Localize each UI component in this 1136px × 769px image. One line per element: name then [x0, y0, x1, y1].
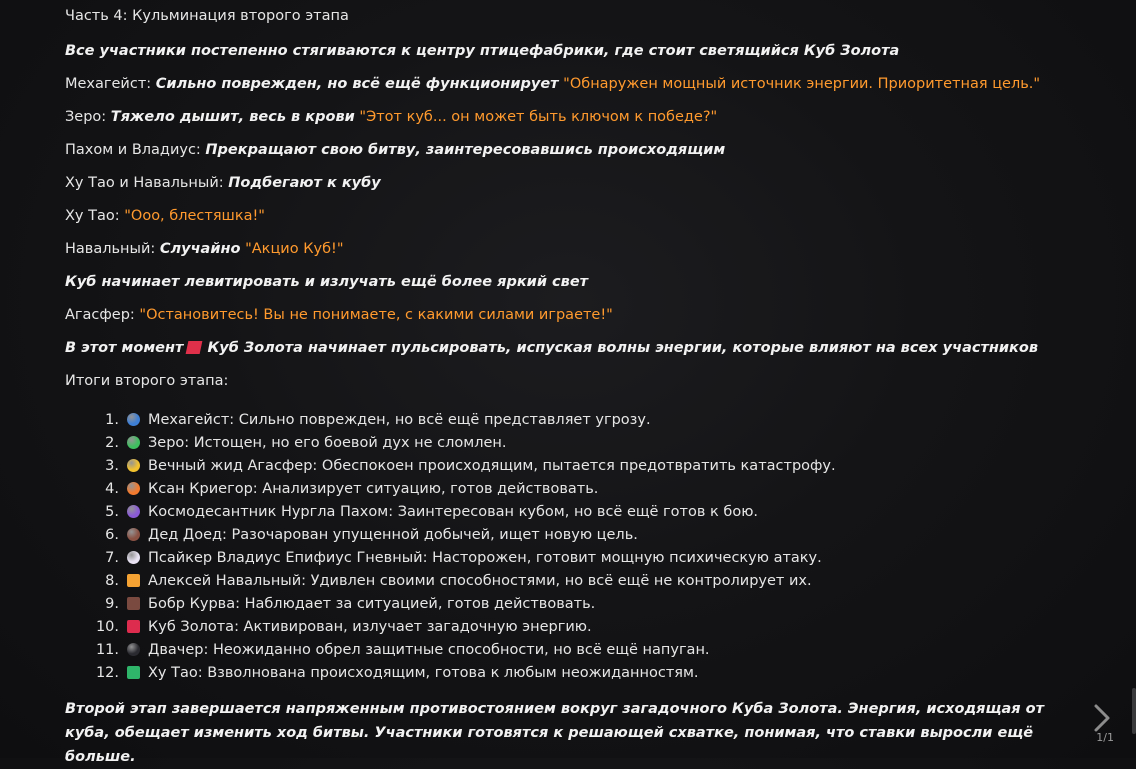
section-heading: Часть 4: Кульминация второго этапа — [65, 8, 349, 24]
speaker-name: Навальный: — [65, 241, 160, 257]
spoken-quote: "Акцио Куб!" — [240, 241, 344, 257]
item-number: 8. — [105, 572, 119, 589]
blue-circle-icon — [127, 413, 140, 426]
brown-circle-icon — [127, 528, 140, 541]
result-item — [87, 454, 836, 477]
item-number: 1. — [105, 411, 119, 428]
speaker-name: Ху Тао: — [65, 208, 125, 224]
result-item — [87, 546, 836, 569]
page-counter: 1/1 — [1096, 731, 1114, 744]
item-text: Двачер: Неожиданно обрел защитные способности, но всё ещё напуган. — [148, 641, 710, 658]
dialogue-line — [65, 274, 588, 290]
dialogue-line — [65, 307, 613, 323]
white-circle-icon — [127, 551, 140, 564]
stage-direction: Куб начинает левитировать и излучать ещё более яркий свет — [65, 274, 589, 290]
item-text: Псайкер Владиус Епифиус Гневный: Насторожен, готовит мощную психическую атаку. — [148, 549, 822, 566]
stage-direction: Все участники постепенно стягиваются к центру птицефабрики, где стоит светящийся Куб Золота — [65, 43, 900, 59]
moment-line — [65, 340, 1038, 356]
spoken-quote: "Остановитесь! Вы не понимаете, с какими силами играете!" — [139, 307, 613, 323]
moment-after: Куб Золота начинает пульсировать, испуская волны энергии, которые влияют на всех участников — [207, 340, 1039, 356]
result-item — [87, 431, 836, 454]
item-number: 6. — [105, 526, 119, 543]
dialogue-line — [65, 109, 717, 125]
item-number: 4. — [105, 480, 119, 497]
speaker-name: Мехагейст: — [65, 76, 156, 92]
item-text: Бобр Курва: Наблюдает за ситуацией, готов действовать. — [148, 595, 596, 612]
result-item — [87, 408, 836, 431]
item-number: 12. — [95, 664, 119, 681]
result-item — [87, 569, 836, 592]
result-item — [87, 477, 836, 500]
item-text: Мехагейст: Сильно поврежден, но всё ещё представляет угрозу. — [148, 411, 651, 428]
summary-title: Итоги второго этапа: — [65, 373, 229, 389]
red-square-icon — [127, 620, 140, 633]
item-number: 2. — [105, 434, 119, 451]
black-circle-icon — [127, 643, 140, 656]
results-list — [87, 408, 836, 684]
item-text: Куб Золота: Активирован, излучает загадочную энергию. — [148, 618, 592, 635]
green-circle-icon — [127, 436, 140, 449]
item-text: Вечный жид Агасфер: Обеспокоен происходящим, пытается предотвратить катастрофу. — [148, 457, 836, 474]
red-gem-icon — [186, 341, 203, 354]
item-number: 10. — [95, 618, 119, 635]
stage-direction: Случайно — [159, 241, 241, 257]
green-square-icon — [127, 666, 140, 679]
stage-direction: Сильно поврежден, но всё ещё функционирует — [155, 76, 559, 92]
stage-direction: Подбегают к кубу — [228, 175, 381, 191]
item-text: Дед Доед: Разочарован упущенной добычей, ищет новую цель. — [148, 526, 638, 543]
item-text: Зеро: Истощен, но его боевой дух не сломлен. — [148, 434, 507, 451]
result-item — [87, 523, 836, 546]
item-number: 7. — [105, 549, 119, 566]
speaker-name: Зеро: — [65, 109, 111, 125]
item-number: 5. — [105, 503, 119, 520]
item-number: 11. — [95, 641, 119, 658]
dialogue-line — [65, 142, 725, 158]
result-item — [87, 638, 836, 661]
result-item — [87, 661, 836, 684]
item-text: Алексей Навальный: Удивлен своими способностями, но всё ещё не контролирует их. — [148, 572, 812, 589]
spoken-quote: "Ооо, блестяшка!" — [124, 208, 265, 224]
scrollbar[interactable] — [1132, 688, 1136, 734]
spoken-quote: "Обнаружен мощный источник энергии. Приоритетная цель." — [558, 76, 1041, 92]
dialogue-line — [65, 43, 899, 59]
yellow-circle-icon — [127, 459, 140, 472]
speaker-name: Пахом и Владиус: — [65, 142, 206, 158]
purple-circle-icon — [127, 505, 140, 518]
item-text: Ксан Криегор: Анализирует ситуацию, готов действовать. — [148, 480, 599, 497]
item-number: 3. — [105, 457, 119, 474]
dialogue-line — [65, 208, 265, 224]
speaker-name: Агасфер: — [65, 307, 140, 323]
result-item — [87, 592, 836, 615]
item-text: Космодесантник Нургла Пахом: Заинтересован кубом, но всё ещё готов к бою. — [148, 503, 759, 520]
final-paragraph: Второй этап завершается напряженным противостоянием вокруг загадочного Куба Золота. Энергия, исходящая от куба, обещает изменить ход битвы. Участники готовятся к решающей схватке, понимая, что ставки выросли ещё больше. — [65, 701, 1045, 765]
dialogue-line — [65, 76, 1040, 92]
moment-before: В этот момент — [65, 340, 184, 356]
dialogue-line — [65, 241, 344, 257]
stage-direction: Прекращают свою битву, заинтересовавшись происходящим — [205, 142, 726, 158]
result-item — [87, 500, 836, 523]
spoken-quote: "Этот куб... он может быть ключом к победе?" — [354, 109, 718, 125]
speaker-name: Ху Тао и Навальный: — [65, 175, 229, 191]
item-text: Ху Тао: Взволнована происходящим, готова к любым неожиданностям. — [148, 664, 699, 681]
orange-circle-icon — [127, 482, 140, 495]
orange-square-icon — [127, 574, 140, 587]
brown-square-icon — [127, 597, 140, 610]
result-item — [87, 615, 836, 638]
stage-direction: Тяжело дышит, весь в крови — [110, 109, 355, 125]
item-number: 9. — [105, 595, 119, 612]
dialogue-line — [65, 175, 381, 191]
